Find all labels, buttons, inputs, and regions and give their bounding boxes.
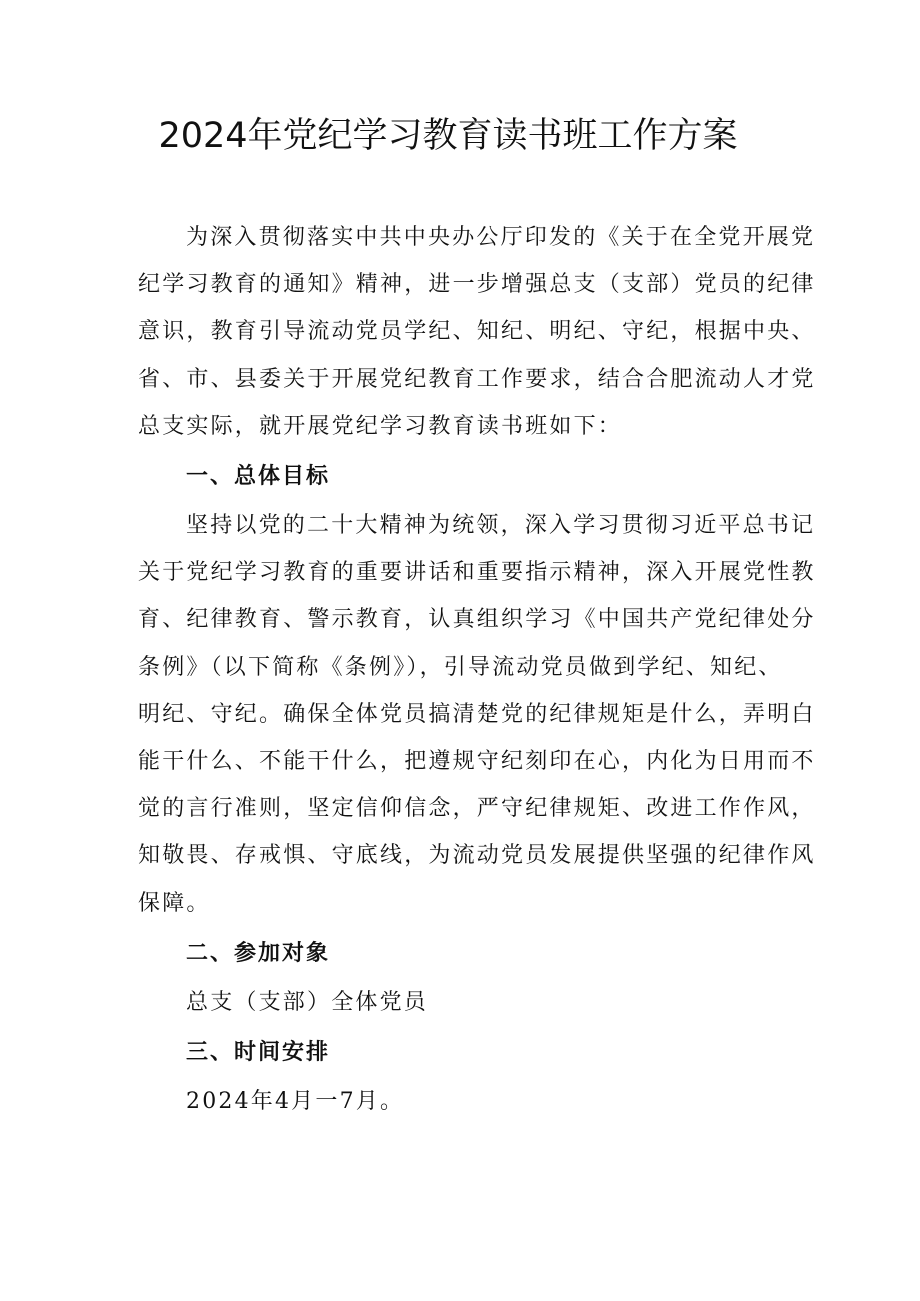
intro-line: 纪学习教育的通知》精神，进一步增强总支（支部）党员的纪律 xyxy=(138,272,816,298)
section-line: 知敬畏、存戒惧、守底线，为流动党员发展提供坚强的纪律作风 xyxy=(138,843,816,869)
section-line: 坚持以党的二十大精神为统领，深入学习贯彻习近平总书记 xyxy=(186,513,816,539)
intro-line: 省、市、县委关于开展党纪教育工作要求，结合合肥流动人才党 xyxy=(138,366,816,392)
section-heading-schedule: 三、时间安排 xyxy=(186,1040,331,1066)
document-body xyxy=(138,214,816,1127)
document-title: 2024年党纪学习教育读书班工作方案 xyxy=(158,116,738,156)
intro-line: 为深入贯彻落实中共中央办公厅印发的《关于在全党开展党 xyxy=(186,225,816,250)
section-heading-participants: 二、参加对象 xyxy=(186,940,331,966)
section-line: 觉的言行准则，坚定信仰信念，严守纪律规矩、改进工作作风， xyxy=(138,796,816,822)
section-body-goals xyxy=(138,502,816,927)
section-line: 条例》（以下简称《条例》），引导流动党员做到学纪、知纪、 xyxy=(138,654,783,680)
section-line: 保障。 xyxy=(138,890,211,916)
section-body-participants xyxy=(138,979,784,1026)
section-heading-goals: 一、总体目标 xyxy=(186,464,331,490)
section-line: 2024年4月一7月。 xyxy=(186,1089,405,1115)
section-line: 总支（支部）全体党员 xyxy=(186,989,429,1015)
intro-line: 意识，教育引导流动党员学纪、知纪、明纪、守纪，根据中央、 xyxy=(138,319,816,345)
section-line: 关于党纪学习教育的重要讲话和重要指示精神，深入开展党性教 xyxy=(138,560,816,586)
section-line: 育、纪律教育、警示教育，认真组织学习《中国共产党纪律处分 xyxy=(138,607,816,633)
section-line: 能干什么、不能干什么，把遵规守纪刻印在心，内化为日用而不 xyxy=(138,749,816,775)
section-body-schedule xyxy=(138,1078,784,1125)
section-line: 明纪、守纪。确保全体党员搞清楚党的纪律规矩是什么，弄明白 xyxy=(138,701,816,727)
intro-paragraph xyxy=(138,214,816,450)
intro-line: 总支实际，就开展党纪学习教育读书班如下： xyxy=(138,413,623,439)
